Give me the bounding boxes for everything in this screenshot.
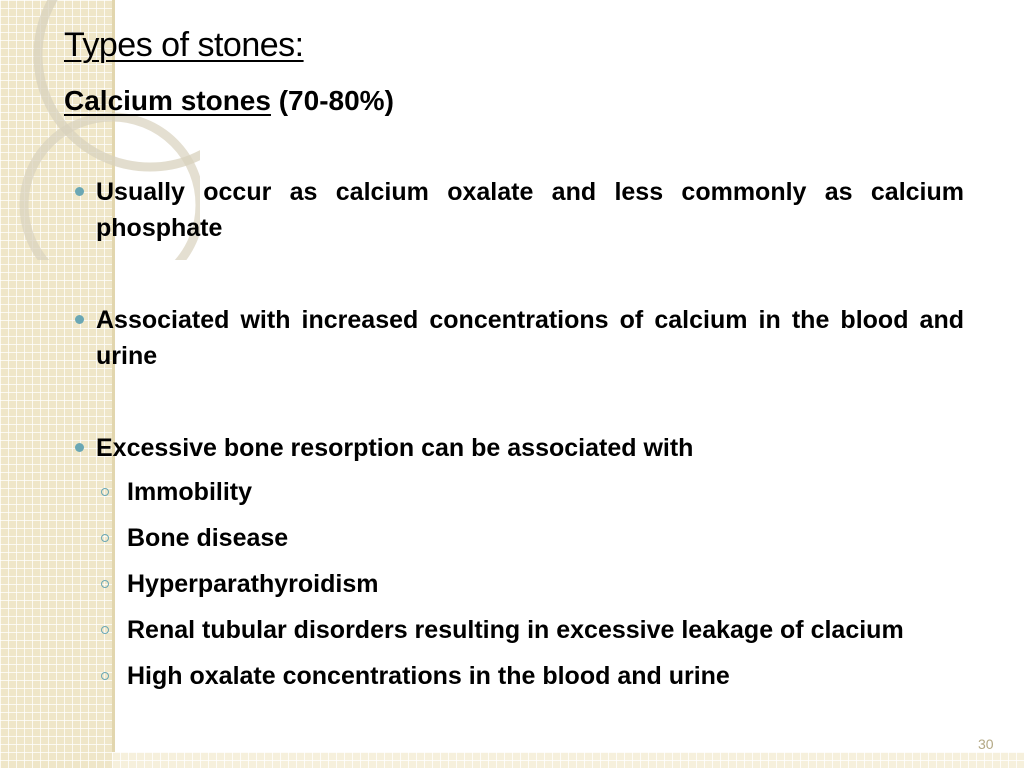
sub-bullet-item [64, 658, 964, 694]
sub-bullet-text: Bone disease [127, 524, 289, 552]
bullet-item [64, 430, 964, 466]
sub-bullet-item [64, 520, 964, 556]
ring-bullet-icon [101, 626, 109, 634]
bullet-list [64, 174, 964, 704]
bullet-item [64, 302, 964, 374]
bullet-item [64, 174, 964, 246]
sub-bullet-text: Renal tubular disorders resulting in excessive leakage of clacium [127, 616, 904, 644]
ring-bullet-icon [101, 672, 109, 680]
subtitle-percentage: (70-80%) [270, 85, 394, 116]
bullet-text: Associated with increased concentrations of calcium in the blood and urine [96, 306, 964, 370]
ring-bullet-icon [101, 534, 109, 542]
subtitle-underlined: Calcium stones [64, 85, 271, 116]
sub-bullet-text: Hyperparathyroidism [127, 570, 379, 598]
decorative-bottom-band [112, 752, 1024, 768]
bullet-text: Usually occur as calcium oxalate and less commonly as calcium phosphate [96, 178, 964, 242]
sub-bullet-item [64, 612, 964, 648]
sub-bullet-list [64, 474, 964, 694]
ring-bullet-icon [101, 580, 109, 588]
ring-bullet-icon [101, 488, 109, 496]
slide-title: Types of stones: [64, 26, 304, 64]
sub-bullet-item [64, 474, 964, 510]
bullet-dot-icon [75, 443, 84, 452]
slide-subtitle [64, 85, 394, 117]
page-number: 30 [978, 736, 994, 752]
sub-bullet-item [64, 566, 964, 602]
bullet-text: Excessive bone resorption can be associated with [96, 434, 694, 462]
sub-bullet-text: Immobility [127, 478, 253, 506]
bullet-dot-icon [75, 315, 84, 324]
bullet-dot-icon [75, 187, 84, 196]
sub-bullet-text: High oxalate concentrations in the blood and urine [127, 662, 730, 690]
